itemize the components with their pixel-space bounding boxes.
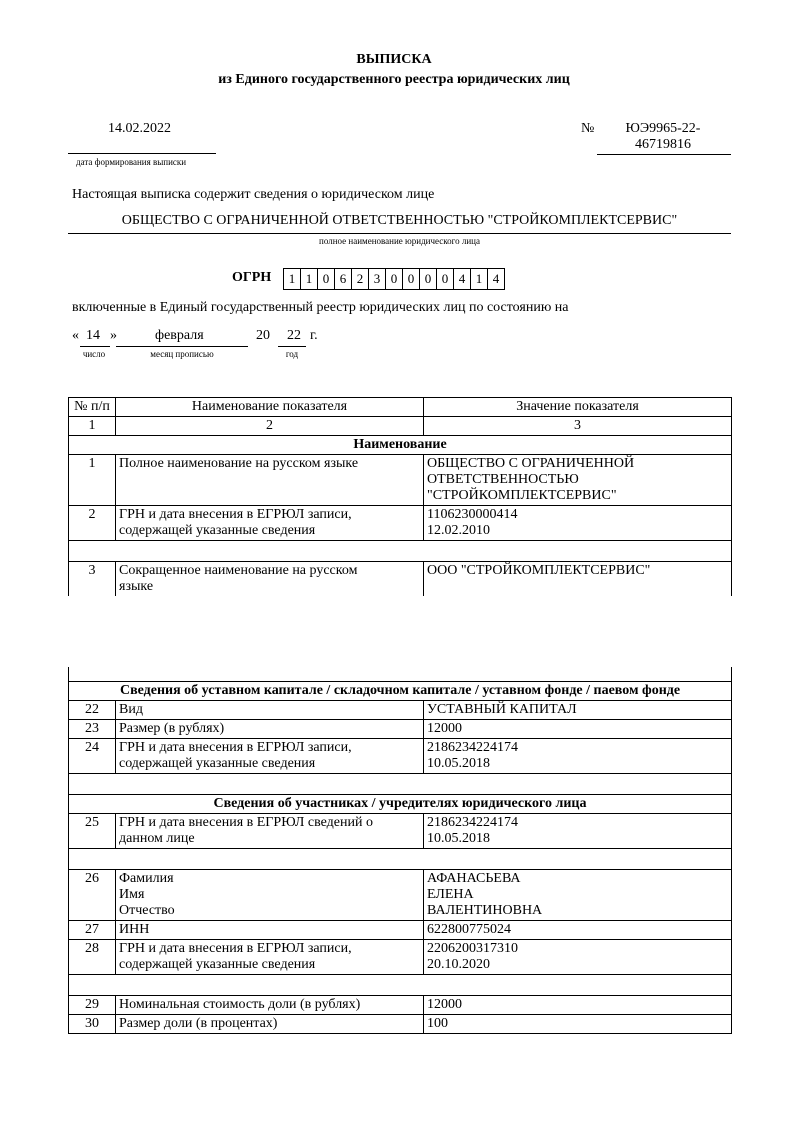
month-underline	[116, 346, 248, 347]
spacer-cell	[69, 849, 732, 870]
row-indicator: ГРН и дата внесения в ЕГРЮЛ сведений о данном лице	[116, 814, 424, 849]
org-name-underline	[68, 233, 731, 234]
table-row	[69, 739, 732, 774]
ogrn-digit: 1	[300, 268, 318, 290]
row-number: 26	[69, 870, 116, 921]
names-table	[68, 397, 732, 596]
ogrn-label: ОГРН	[232, 270, 272, 285]
row-value: УСТАВНЫЙ КАПИТАЛ	[424, 701, 732, 720]
year-unit: г.	[310, 328, 318, 343]
ogrn-digit-boxes	[283, 268, 504, 290]
day-underline	[80, 346, 110, 347]
ogrn-digit: 4	[453, 268, 471, 290]
row-value: 100	[424, 1015, 732, 1034]
row-indicator: Фамилия Имя Отчество	[116, 870, 424, 921]
spacer-cell	[69, 774, 732, 795]
col-header-number: № п/п	[69, 398, 116, 417]
ogrn-digit: 1	[283, 268, 301, 290]
spacer-row	[69, 541, 732, 562]
year-suffix: 22	[287, 328, 301, 343]
ogrn-digit: 0	[436, 268, 454, 290]
year-underline	[278, 346, 306, 347]
row-indicator: Размер доли (в процентах)	[116, 1015, 424, 1034]
row-indicator: ИНН	[116, 921, 424, 940]
table-row	[69, 701, 732, 720]
row-number: 1	[69, 455, 116, 506]
top-cut-row	[69, 667, 732, 682]
state-day: 14	[86, 328, 100, 343]
year-prefix: 20	[256, 328, 270, 343]
table-row	[69, 921, 732, 940]
row-indicator: ГРН и дата внесения в ЕГРЮЛ записи, содержащей указанные сведения	[116, 940, 424, 975]
ogrn-digit: 0	[317, 268, 335, 290]
row-value: ОБЩЕСТВО С ОГРАНИЧЕННОЙ ОТВЕТСТВЕННОСТЬЮ "СТРОЙКОМПЛЕКТСЕРВИС"	[424, 455, 732, 506]
row-number: 22	[69, 701, 116, 720]
spacer-row	[69, 849, 732, 870]
year-caption: год	[285, 349, 299, 359]
table-row	[69, 562, 732, 597]
section-title-capital: Сведения об уставном капитале / складочном капитале / уставном фонде / паевом фонде	[69, 682, 732, 701]
row-number: 28	[69, 940, 116, 975]
row-value: ООО "СТРОЙКОМПЛЕКТСЕРВИС"	[424, 562, 732, 597]
table-row	[69, 870, 732, 921]
row-number: 23	[69, 720, 116, 739]
table-row	[69, 940, 732, 975]
number-sign: №	[581, 121, 595, 136]
row-indicator: Размер (в рублях)	[116, 720, 424, 739]
capital-founders-table	[68, 667, 732, 1034]
number-underline	[597, 154, 731, 155]
row-indicator: Полное наименование на русском языке	[116, 455, 424, 506]
ogrn-digit: 1	[470, 268, 488, 290]
ogrn-digit: 0	[402, 268, 420, 290]
column-numbers-row	[69, 417, 732, 436]
col-number: 1	[69, 417, 116, 436]
table-row	[69, 996, 732, 1015]
row-number: 3	[69, 562, 116, 597]
spacer-cell	[69, 975, 732, 996]
table-row	[69, 455, 732, 506]
row-value: 622800775024	[424, 921, 732, 940]
row-number: 25	[69, 814, 116, 849]
document-subtitle: из Единого государственного реестра юридических лиц	[218, 72, 570, 87]
spacer-row	[69, 774, 732, 795]
row-indicator: Номинальная стоимость доли (в рублях)	[116, 996, 424, 1015]
section-row	[69, 795, 732, 814]
org-full-name: ОБЩЕСТВО С ОГРАНИЧЕННОЙ ОТВЕТСТВЕННОСТЬЮ "СТРОЙКОМПЛЕКТСЕРВИС"	[121, 213, 678, 228]
section-title-founders: Сведения об участниках / учредителях юридического лица	[69, 795, 732, 814]
section-row	[69, 436, 732, 455]
row-value: АФАНАСЬЕВА ЕЛЕНА ВАЛЕНТИНОВНА	[424, 870, 732, 921]
open-quote: «	[72, 328, 79, 343]
section-title-names: Наименование	[69, 436, 732, 455]
ogrn-digit: 2	[351, 268, 369, 290]
table-row	[69, 506, 732, 541]
formation-date-caption: дата формирования выписки	[76, 157, 187, 167]
col-number: 3	[424, 417, 732, 436]
extract-number: ЮЭ9965-22- 46719816	[625, 121, 701, 152]
row-number: 30	[69, 1015, 116, 1034]
formation-date: 14.02.2022	[108, 121, 171, 136]
row-value: 12000	[424, 720, 732, 739]
row-indicator: ГРН и дата внесения в ЕГРЮЛ записи, содержащей указанные сведения	[116, 506, 424, 541]
col-header-indicator: Наименование показателя	[116, 398, 424, 417]
ogrn-digit: 4	[487, 268, 505, 290]
row-number: 29	[69, 996, 116, 1015]
row-value: 2206200317310 20.10.2020	[424, 940, 732, 975]
month-caption: месяц прописью	[150, 349, 214, 359]
state-month: февраля	[155, 328, 204, 343]
row-value: 1106230000414 12.02.2010	[424, 506, 732, 541]
section-row	[69, 682, 732, 701]
date-underline	[68, 153, 216, 154]
day-caption: число	[82, 349, 106, 359]
table-header-row	[69, 398, 732, 417]
included-text: включенные в Единый государственный реестр юридических лиц по состоянию на	[72, 300, 569, 315]
ogrn-digit: 0	[385, 268, 403, 290]
row-number: 24	[69, 739, 116, 774]
table-row	[69, 814, 732, 849]
close-quote: »	[110, 328, 117, 343]
row-number: 27	[69, 921, 116, 940]
spacer-row	[69, 975, 732, 996]
row-indicator: ГРН и дата внесения в ЕГРЮЛ записи, содержащей указанные сведения	[116, 739, 424, 774]
org-name-caption: полное наименование юридического лица	[319, 236, 480, 246]
spacer-cell	[69, 667, 732, 682]
spacer-cell	[69, 541, 732, 562]
col-number: 2	[116, 417, 424, 436]
row-value: 2186234224174 10.05.2018	[424, 739, 732, 774]
table-row	[69, 720, 732, 739]
row-value: 2186234224174 10.05.2018	[424, 814, 732, 849]
row-indicator: Сокращенное наименование на русском языке	[116, 562, 424, 597]
ogrn-digit: 0	[419, 268, 437, 290]
ogrn-digit: 6	[334, 268, 352, 290]
document-title: ВЫПИСКА	[356, 52, 432, 67]
row-value: 12000	[424, 996, 732, 1015]
col-header-value: Значение показателя	[424, 398, 732, 417]
row-indicator: Вид	[116, 701, 424, 720]
intro-text: Настоящая выписка содержит сведения о юридическом лице	[72, 187, 435, 202]
row-number: 2	[69, 506, 116, 541]
ogrn-digit: 3	[368, 268, 386, 290]
table-row	[69, 1015, 732, 1034]
